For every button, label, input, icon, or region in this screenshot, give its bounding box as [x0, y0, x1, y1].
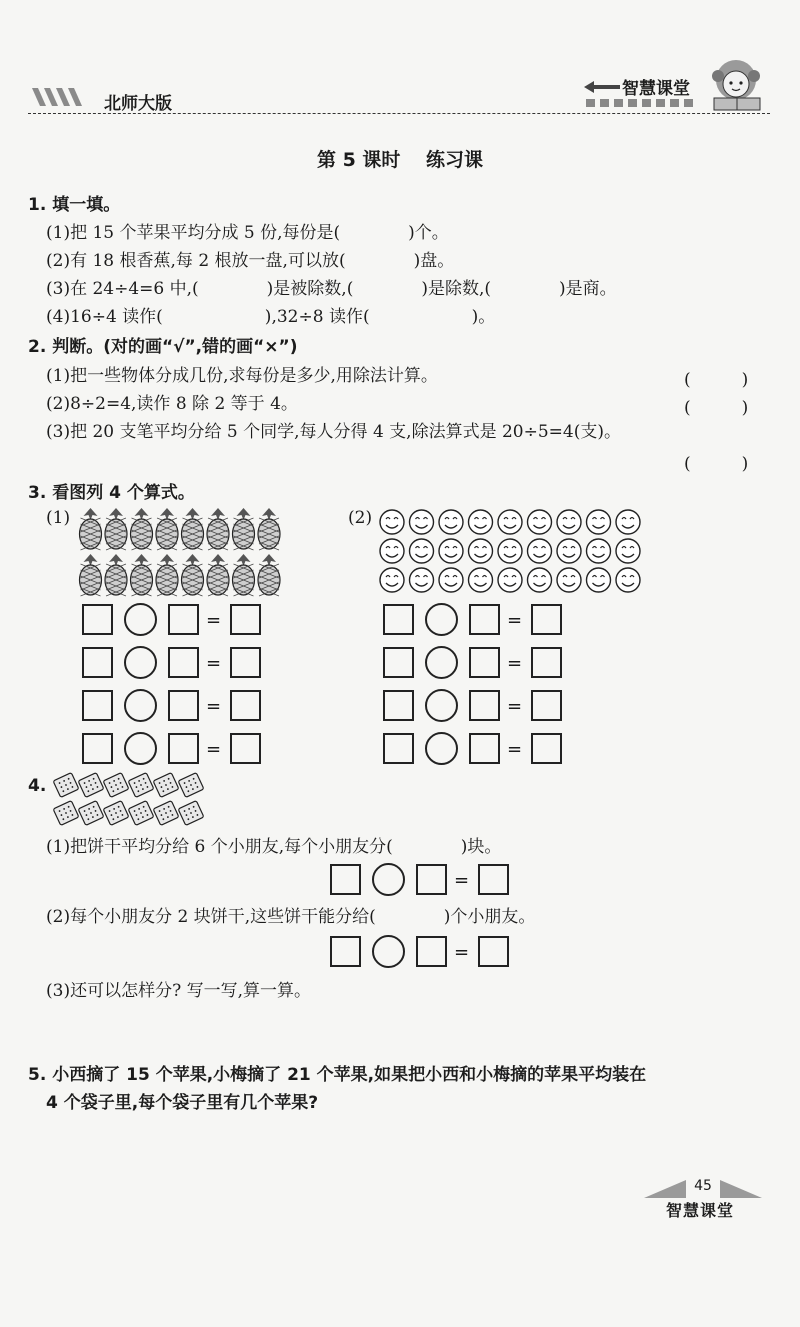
q2-item-3: (3)把 20 支笔平均分给 5 个同学,每人分得 4 支,除法算式是 20÷5=4(支)。 — [46, 422, 621, 442]
smiley-icon — [410, 510, 434, 534]
smiley-icon — [587, 568, 611, 592]
number-box-1[interactable] — [82, 733, 113, 764]
q1-item-1: (1)把 15 个苹果平均分成 5 份,每份是( )个。 — [46, 223, 449, 243]
biscuit-grid — [46, 772, 226, 828]
pineapple-icon — [258, 554, 280, 596]
pineapple-icon — [182, 508, 204, 550]
equals-sign: = — [507, 610, 523, 631]
q2-item-2: (2)8÷2=4,读作 8 除 2 等于 4。 — [46, 394, 298, 414]
equals-sign: = — [507, 653, 523, 674]
smiley-icon — [528, 510, 552, 534]
pineapple-icon — [105, 508, 127, 550]
smiley-icon — [439, 568, 463, 592]
number-box-2[interactable] — [168, 647, 199, 678]
q3-part1-label: (1) — [46, 508, 71, 528]
header-squares-icon — [586, 98, 706, 108]
q2-label: 2. 判断。(对的画“√”,错的画“×”) — [28, 337, 298, 357]
number-box-1[interactable] — [383, 690, 414, 721]
equation-row — [330, 864, 515, 898]
number-box-1[interactable] — [82, 647, 113, 678]
smiley-icon — [587, 539, 611, 563]
result-box[interactable] — [478, 936, 509, 967]
number-box-2[interactable] — [469, 690, 500, 721]
q5-line-1: 5. 小西摘了 15 个苹果,小梅摘了 21 个苹果,如果把小西和小梅摘的苹果平均装在 — [28, 1065, 647, 1085]
header — [0, 0, 800, 120]
biscuit-icon — [178, 801, 204, 826]
smiley-icon — [469, 539, 493, 563]
number-box-1[interactable] — [330, 936, 361, 967]
result-box[interactable] — [230, 604, 261, 635]
operator-circle[interactable] — [425, 646, 458, 679]
operator-circle[interactable] — [425, 732, 458, 765]
operator-circle[interactable] — [124, 646, 157, 679]
q1-item-3: (3)在 24÷4=6 中,( )是被除数,( )是除数,( )是商。 — [46, 279, 617, 299]
biscuit-icon — [178, 773, 204, 798]
smiley-icon — [469, 510, 493, 534]
equals-sign: = — [454, 942, 470, 963]
smiley-icon — [380, 510, 404, 534]
edition-label: 北师大版 — [104, 94, 172, 114]
girl-reading-icon — [706, 58, 768, 112]
q4-label: 4. — [28, 776, 47, 796]
smiley-icon — [469, 568, 493, 592]
smiley-icon — [616, 510, 640, 534]
operator-circle[interactable] — [124, 732, 157, 765]
q2-answer-paren-2[interactable]: ( ) — [684, 398, 749, 418]
q1-label: 1. 填一填。 — [28, 195, 121, 215]
number-box-1[interactable] — [82, 604, 113, 635]
q3-label: 3. 看图列 4 个算式。 — [28, 483, 195, 503]
biscuit-icon — [78, 801, 104, 826]
footer-brand: 智慧课堂 — [666, 1201, 735, 1220]
biscuit-icon — [128, 773, 154, 798]
number-box-2[interactable] — [168, 690, 199, 721]
equals-sign: = — [507, 739, 523, 760]
arrow-left-icon — [584, 80, 620, 94]
result-box[interactable] — [531, 690, 562, 721]
smiley-icon — [528, 568, 552, 592]
operator-circle[interactable] — [372, 863, 405, 896]
header-stripes-icon — [28, 86, 88, 108]
equation-row — [383, 647, 568, 681]
result-box[interactable] — [230, 647, 261, 678]
smiley-icon — [587, 510, 611, 534]
pineapple-icon — [131, 554, 153, 596]
smiley-grid — [378, 508, 648, 594]
number-box-2[interactable] — [416, 936, 447, 967]
q1-item-4: (4)16÷4 读作( ),32÷8 读作( )。 — [46, 307, 496, 327]
pineapple-icon — [80, 508, 102, 550]
number-box-1[interactable] — [383, 604, 414, 635]
number-box-2[interactable] — [469, 733, 500, 764]
pineapple-icon — [182, 554, 204, 596]
number-box-1[interactable] — [82, 690, 113, 721]
operator-circle[interactable] — [124, 689, 157, 722]
equation-row — [82, 647, 267, 681]
smiley-icon — [616, 568, 640, 592]
equation-row — [383, 733, 568, 767]
header-divider — [28, 113, 770, 114]
equals-sign: = — [206, 610, 222, 631]
equation-row — [330, 936, 515, 970]
q4-item-3: (3)还可以怎样分? 写一写,算一算。 — [46, 981, 312, 1001]
number-box-2[interactable] — [469, 604, 500, 635]
q4-equation-1 — [330, 864, 530, 898]
pineapple-icon — [207, 508, 229, 550]
smiley-icon — [616, 539, 640, 563]
result-box[interactable] — [531, 647, 562, 678]
smiley-icon — [439, 539, 463, 563]
q4-equation-2 — [330, 936, 530, 970]
page-number: 45 — [694, 1178, 712, 1194]
biscuit-icon — [103, 773, 129, 798]
number-box-1[interactable] — [383, 733, 414, 764]
q3-equations-right — [383, 604, 583, 774]
q2-item-1: (1)把一些物体分成几份,求每份是多少,用除法计算。 — [46, 366, 438, 386]
equation-row — [82, 604, 267, 638]
smiley-icon — [557, 510, 581, 534]
operator-circle[interactable] — [425, 689, 458, 722]
biscuit-icon — [103, 801, 129, 826]
pineapple-icon — [233, 508, 255, 550]
q2-answer-paren-1[interactable]: ( ) — [684, 370, 749, 390]
operator-circle[interactable] — [425, 603, 458, 636]
number-box-1[interactable] — [383, 647, 414, 678]
equation-row — [383, 690, 568, 724]
number-box-2[interactable] — [168, 604, 199, 635]
equals-sign: = — [454, 870, 470, 891]
q5-line-2: 4 个袋子里,每个袋子里有几个苹果? — [46, 1093, 319, 1113]
number-box-2[interactable] — [469, 647, 500, 678]
q3-equations-left — [82, 604, 282, 774]
result-box[interactable] — [531, 604, 562, 635]
q4-item-1: (1)把饼干平均分给 6 个小朋友,每个小朋友分( )块。 — [46, 837, 502, 857]
equals-sign: = — [507, 696, 523, 717]
result-box[interactable] — [230, 733, 261, 764]
lesson-title: 第 5 课时 练习课 — [316, 149, 484, 171]
smiley-icon — [410, 539, 434, 563]
equals-sign: = — [206, 653, 222, 674]
q3-part2-label: (2) — [348, 508, 373, 528]
biscuit-icon — [53, 773, 79, 798]
pineapple-icon — [233, 554, 255, 596]
operator-circle[interactable] — [372, 935, 405, 968]
smiley-icon — [439, 510, 463, 534]
biscuit-icon — [153, 801, 179, 826]
result-box[interactable] — [478, 864, 509, 895]
biscuit-icon — [128, 801, 154, 826]
header-brand: 智慧课堂 — [622, 79, 690, 99]
smiley-icon — [498, 568, 522, 592]
number-box-1[interactable] — [330, 864, 361, 895]
smiley-icon — [380, 539, 404, 563]
equals-sign: = — [206, 696, 222, 717]
q4-item-2: (2)每个小朋友分 2 块饼干,这些饼干能分给( )个小朋友。 — [46, 907, 536, 927]
smiley-icon — [498, 510, 522, 534]
equation-row — [82, 733, 267, 767]
equation-row — [82, 690, 267, 724]
smiley-icon — [498, 539, 522, 563]
equation-row — [383, 604, 568, 638]
result-box[interactable] — [230, 690, 261, 721]
pineapple-icon — [131, 508, 153, 550]
biscuit-icon — [78, 773, 104, 798]
biscuit-icon — [53, 801, 79, 826]
smiley-icon — [380, 568, 404, 592]
q2-answer-paren-3[interactable]: ( ) — [684, 454, 749, 474]
result-box[interactable] — [531, 733, 562, 764]
number-box-2[interactable] — [416, 864, 447, 895]
smiley-icon — [557, 539, 581, 563]
pineapple-grid — [78, 506, 284, 596]
pineapple-icon — [207, 554, 229, 596]
smiley-icon — [557, 568, 581, 592]
smiley-icon — [528, 539, 552, 563]
pineapple-icon — [156, 508, 178, 550]
number-box-2[interactable] — [168, 733, 199, 764]
q1-item-2: (2)有 18 根香蕉,每 2 根放一盘,可以放( )盘。 — [46, 251, 455, 271]
operator-circle[interactable] — [124, 603, 157, 636]
pineapple-icon — [80, 554, 102, 596]
biscuit-icon — [153, 773, 179, 798]
pineapple-icon — [105, 554, 127, 596]
pineapple-icon — [258, 508, 280, 550]
smiley-icon — [410, 568, 434, 592]
pineapple-icon — [156, 554, 178, 596]
equals-sign: = — [206, 739, 222, 760]
